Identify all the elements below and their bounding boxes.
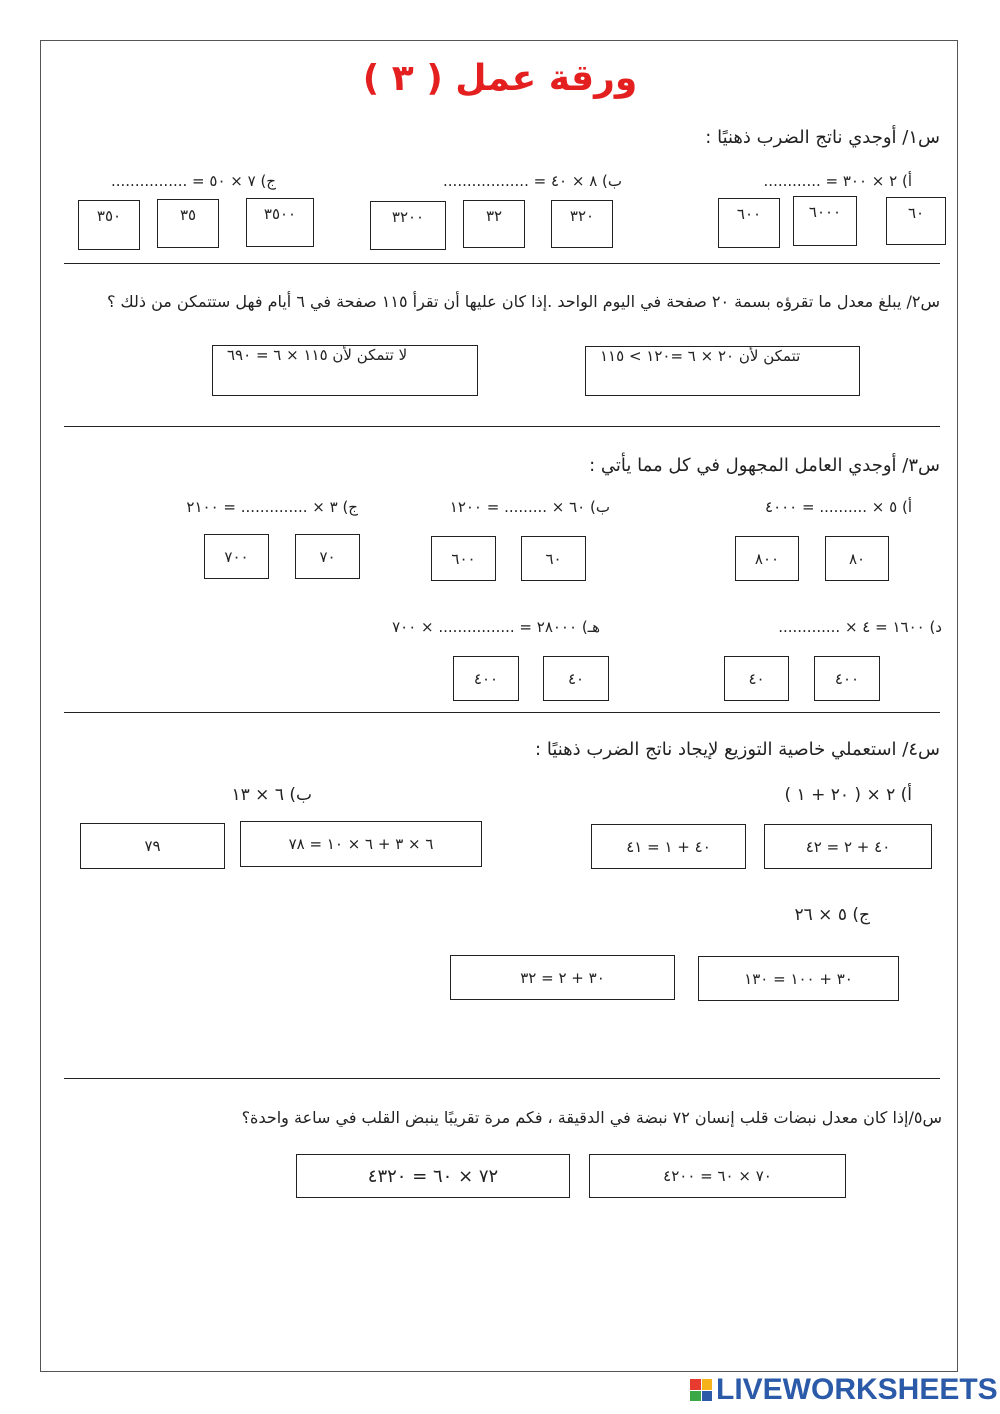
- q3-prompt: س٣/ أوجدي العامل المجهول في كل مما يأتي :: [589, 455, 940, 476]
- q4-c-option[interactable]: ٣٠ + ٢ = ٣٢: [450, 955, 675, 1000]
- q3-d-option[interactable]: ٤٠٠: [814, 656, 880, 701]
- q1-a-option[interactable]: ٦٠٠٠: [793, 196, 857, 246]
- q1-c-expr: ج) ٧ × ٥٠ = ................: [110, 172, 276, 190]
- worksheet-title: ورقة عمل ( ٣ ): [362, 58, 638, 99]
- q4-c-expr: ج) ٥ × ٢٦: [794, 905, 870, 925]
- q1-a-option[interactable]: ٦٠٠: [718, 198, 780, 248]
- q4-a-option[interactable]: ٤٠ + ٢ = ٤٢: [764, 824, 932, 869]
- divider: [64, 426, 940, 427]
- q1-c-option[interactable]: ٣٥٠٠: [246, 198, 314, 247]
- liveworksheets-logo-icon: [690, 1379, 712, 1401]
- q1-b-option[interactable]: ٣٢٠٠: [370, 201, 446, 250]
- q1-c-option[interactable]: ٣٥: [157, 199, 219, 248]
- q1-prompt: س١/ أوجدي ناتج الضرب ذهنيًا :: [705, 127, 940, 148]
- q3-b-option[interactable]: ٦٠٠: [431, 536, 496, 581]
- q3-a-option[interactable]: ٨٠: [825, 536, 889, 581]
- q3-a-option[interactable]: ٨٠٠: [735, 536, 799, 581]
- q3-c-option[interactable]: ٧٠: [295, 534, 360, 579]
- liveworksheets-logo: [690, 1374, 998, 1406]
- q3-a-expr: أ) ٥ × .......... = ٤٠٠٠: [765, 498, 912, 516]
- q3-d-option[interactable]: ٤٠: [724, 656, 789, 701]
- q3-b-expr: ب) ٦٠ × ......... = ١٢٠٠: [449, 498, 610, 516]
- q1-b-option[interactable]: ٣٢٠: [551, 200, 613, 248]
- q1-c-option[interactable]: ٣٥٠: [78, 200, 140, 250]
- q2-option[interactable]: تتمكن لأن ٢٠ × ٦ =١٢٠ > ١١٥: [585, 346, 860, 396]
- divider: [64, 263, 940, 264]
- q5-prompt: س٥/إذا كان معدل نبضات قلب إنسان ٧٢ نبضة في الدقيقة ، فكم مرة تقريبًا ينبض القلب في ساعة واحدة؟: [241, 1108, 942, 1127]
- q4-a-option[interactable]: ٤٠ + ١ = ٤١: [591, 824, 746, 869]
- liveworksheets-brand: LIVEWORKSHEETS: [716, 1373, 998, 1406]
- q3-c-option[interactable]: ٧٠٠: [204, 534, 269, 579]
- q4-b-option[interactable]: ٧٩: [80, 823, 225, 869]
- q1-b-option[interactable]: ٣٢: [463, 200, 525, 248]
- q3-c-expr: ج) ٣ × .............. = ٢١٠٠: [186, 498, 358, 516]
- q3-d-expr: د) ١٦٠٠ = ٤ × .............: [778, 618, 942, 636]
- q3-e-option[interactable]: ٤٠: [543, 656, 609, 701]
- q3-b-option[interactable]: ٦٠: [521, 536, 586, 581]
- q5-option[interactable]: ٧٢ × ٦٠ = ٤٣٢٠: [296, 1154, 570, 1198]
- q5-option[interactable]: ٧٠ × ٦٠ = ٤٢٠٠: [589, 1154, 846, 1198]
- q4-prompt: س٤/ استعملي خاصية التوزيع لإيجاد ناتج الضرب ذهنيًا :: [535, 739, 940, 760]
- q1-a-expr: أ) ٢ × ٣٠٠ = ............: [763, 172, 912, 190]
- q4-c-option[interactable]: ٣٠ + ١٠٠ = ١٣٠: [698, 956, 899, 1001]
- q2-prompt: س٢/ يبلغ معدل ما تقرؤه بسمة ٢٠ صفحة في اليوم الواحد .إذا كان عليها أن تقرأ ١١٥ صفحة في ٦ أيام فهل ستتمكن من ذلك ؟: [106, 292, 940, 311]
- q1-b-expr: ب) ٨ × ٤٠ = ..................: [443, 172, 622, 190]
- q2-option[interactable]: لا تتمكن لأن ١١٥ × ٦ = ٦٩٠: [212, 345, 478, 396]
- q4-a-expr: أ) ٢ × ( ٢٠ + ١ ): [784, 785, 912, 805]
- q1-a-option[interactable]: ٦٠: [886, 197, 946, 245]
- q4-b-expr: ب) ٦ × ١٣: [231, 785, 312, 805]
- q3-e-expr: هـ) ٢٨٠٠٠ = ................ × ٧٠٠: [392, 618, 600, 636]
- q3-e-option[interactable]: ٤٠٠: [453, 656, 519, 701]
- divider: [64, 1078, 940, 1079]
- q4-b-option[interactable]: ٦ × ٣ + ٦ × ١٠ = ٧٨: [240, 821, 482, 867]
- divider: [64, 712, 940, 713]
